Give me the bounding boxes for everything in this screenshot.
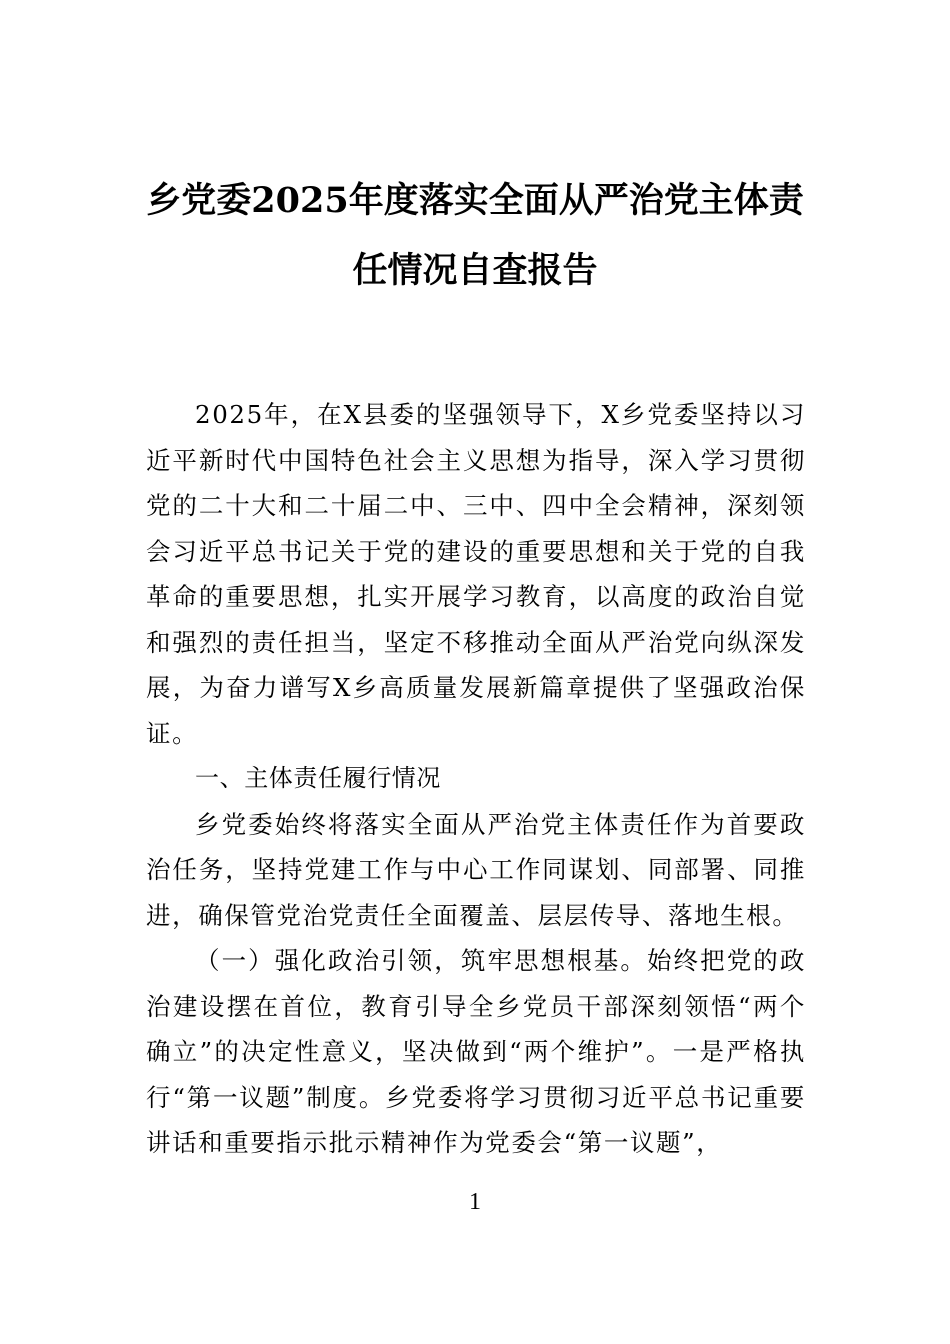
document-body [146,392,806,1166]
subsection-1-text: 始终把党的政治建设摆在首位，教育引导全乡党员干部深刻领悟“两个确立”的决定性意义，坚决做到“两个维护”。一是严格执行“第一议题”制度。乡党委将学习贯彻习近平总书记重要讲话和重要指示批示精神作为党委会“第一议题”， [146,946,806,1157]
page-number: 1 [469,1189,481,1215]
section-heading-1: 一、主体责任履行情况 [195,764,441,792]
section-1-paragraph: 乡党委始终将落实全面从严治党主体责任作为首要政治任务，坚持党建工作与中心工作同谋划、同部署、同推进，确保管党治党责任全面覆盖、层层传导、落地生根。 [146,809,806,930]
subsection-heading-1: （一）强化政治引领，筑牢思想根基。 [195,946,647,975]
title-line-1: 乡党委2025年度落实全面从严治党主体责 [146,180,804,221]
subsection-1-paragraph [146,938,806,1166]
title-line-2: 任情况自查报告 [352,250,598,291]
intro-paragraph: 2025年，在X县委的坚强领导下，X乡党委坚持以习近平新时代中国特色社会主义思想为指导，深入学习贯彻党的二十大和二十届二中、三中、四中全会精神，深刻领会习近平总书记关于党的建设的重要思想和关于党的自我革命的重要思想，扎实开展学习教育，以高度的政治自觉和强烈的责任担当，坚定不移推动全面从严治党向纵深发展，为奋力谱写X乡高质量发展新篇章提供了坚强政治保证。 [146,400,806,748]
document-title [130,166,820,306]
